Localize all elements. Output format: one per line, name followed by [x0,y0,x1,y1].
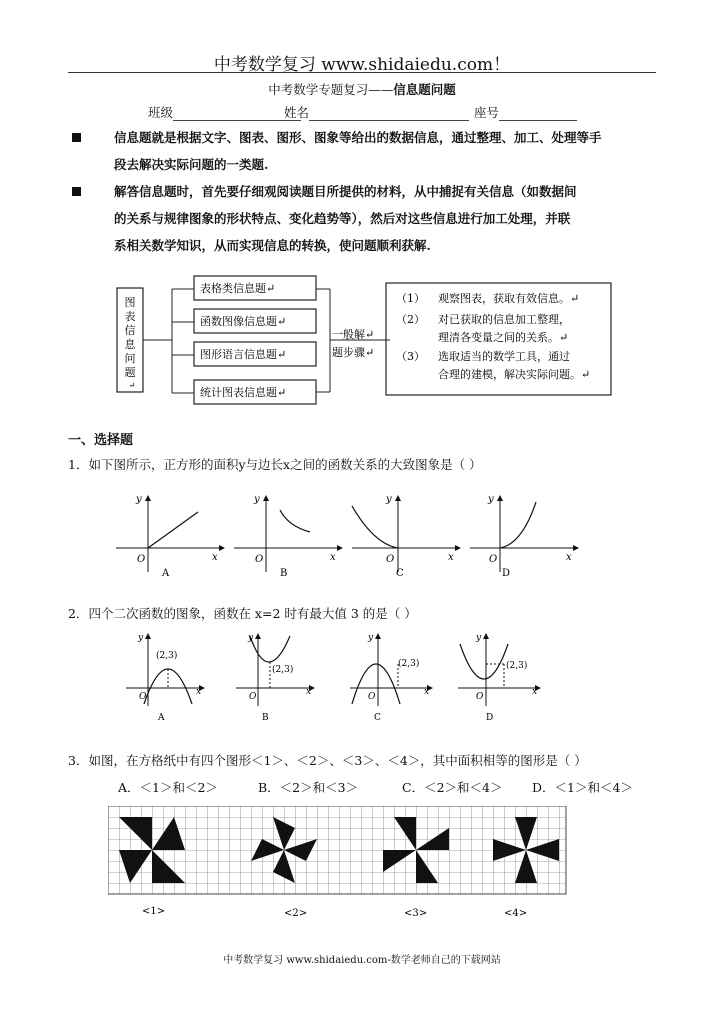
figure-label: <1> [142,906,166,917]
svg-text:x: x [448,552,454,563]
svg-text:(2,3): (2,3) [156,651,178,661]
type-label: 图形语言信息题↵ [200,348,287,361]
root-char: 表 [124,310,136,323]
svg-text:x: x [306,687,312,697]
graph-option-b [236,633,314,723]
header-divider [68,72,656,73]
intro-paragraph-2: 解答信息题时，首先要仔细观阅读题目所提供的材料，从中捕捉有关信息（如数据间 的关系与规律图象的形状特点、变化趋势等），然后对这些信息进行加工处理，并联 系相关数学知识，从而实现信息的转换，使问题顺利获解. [92,178,672,259]
option-label: A [162,568,170,579]
option-label: D [502,568,511,579]
svg-text:y: y [488,494,494,505]
step-number: （2） [396,313,425,326]
graph-option-b [234,494,342,579]
subtitle-prefix: 中考数学专题复习—— [268,82,394,97]
question-3-grid-figures [108,806,568,924]
svg-text:x: x [532,687,538,697]
figure-label: <2> [284,908,308,919]
step-text: 选取适当的数学工具，通过 [438,350,570,363]
section-title: 一、选择题 [68,433,134,448]
class-label: 班级 [148,103,301,121]
option-label: C [374,713,381,723]
choice-b: B．＜2＞和＜3＞ [258,780,359,795]
graph-option-d [470,494,578,579]
step-text: 合理的建模，解决实际问题。↵ [438,368,591,381]
option-label: D [486,713,494,723]
graph-option-a [126,633,204,723]
bullet-square-icon [72,133,81,142]
svg-text:O: O [368,692,376,702]
page-header: 中考数学复习 www.shidaiedu.com！ [213,55,511,75]
svg-text:y: y [476,633,482,643]
seat-label: 座号 [474,103,577,121]
root-char: 题 [124,366,136,379]
step-number: （3） [396,350,425,363]
svg-text:y: y [248,633,254,643]
root-char: 信 [124,324,136,337]
choice-d: D．＜1＞和＜4＞ [532,780,633,795]
question-1-graphs [108,488,588,580]
svg-text:O: O [489,554,498,565]
svg-text:O: O [249,692,257,702]
svg-text:x: x [424,687,430,697]
info-problem-diagram [110,272,620,412]
question-2-text: 2．四个二次函数的图象，函数在 x=2 时有最大值 3 的是（ ） [68,606,417,621]
option-label: C [396,568,404,579]
page-subtitle [0,80,724,98]
choice-c: C．＜2＞和＜4＞ [402,780,503,795]
type-label: 函数图像信息题↵ [200,315,287,328]
graph-option-d [458,633,540,723]
question-1-text: 1．如下图所示，正方形的面积y与边长x之间的函数关系的大致图象是（ ） [68,457,482,472]
page-footer: 中考数学复习 www.shidaiedu.com-数学老师自己的下载网站 [223,955,501,966]
step-number: （1） [396,292,425,305]
graph-option-c [350,633,432,723]
method-label-1: 一般解↵ [332,328,375,341]
step-text: 对已获取的信息加工整理， [438,313,570,326]
root-char: 图 [124,296,136,309]
figure-label: <3> [404,908,428,919]
method-label-2: 题步骤↵ [332,346,375,359]
root-char: 息 [124,338,136,351]
svg-text:(2,3): (2,3) [398,659,420,669]
step-text: 观察图表，获取有效信息。↵ [438,292,580,305]
graph-option-a [116,494,224,579]
svg-text:(2,3): (2,3) [506,661,528,671]
svg-text:y: y [138,633,144,643]
question-3-text: 3．如图，在方格纸中有四个图形＜1＞、＜2＞、＜3＞、＜4＞，其中面积相等的图形是（ ） [68,753,587,768]
svg-text:y: y [368,633,374,643]
svg-text:O: O [386,554,395,565]
option-label: A [158,713,165,723]
svg-text:y: y [386,494,392,505]
svg-text:x: x [566,552,572,563]
svg-text:x: x [330,552,336,563]
subtitle-topic: 信息题问题 [393,82,456,97]
svg-text:O: O [255,554,264,565]
step-text: 理清各变量之间的关系。↵ [438,331,569,344]
question-2-graphs [118,628,568,728]
graph-option-c [352,494,460,579]
type-label: 表格类信息题↵ [200,282,276,295]
intro-paragraph-1: 信息题就是根据文字、图表、图形、图象等给出的数据信息，通过整理、加工、处理等手 段去解决实际问题的一类题. [92,124,672,178]
svg-text:x: x [196,687,202,697]
bullet-square-icon [72,187,81,196]
svg-text:O: O [139,692,147,702]
type-label: 统计图表信息题↵ [200,386,287,399]
svg-text:O: O [476,692,484,702]
choice-a: A．＜1＞和＜2＞ [118,780,218,795]
option-label: B [280,568,288,579]
root-char: 问 [124,352,136,365]
svg-text:y: y [136,494,142,505]
root-tail: ↵ [128,381,136,390]
svg-text:y: y [254,494,260,505]
svg-text:(2,3): (2,3) [272,665,294,675]
figure-label: <4> [504,908,528,919]
svg-text:x: x [212,552,218,563]
name-label: 姓名 [284,103,469,121]
option-label: B [262,713,269,723]
svg-text:O: O [137,554,146,565]
